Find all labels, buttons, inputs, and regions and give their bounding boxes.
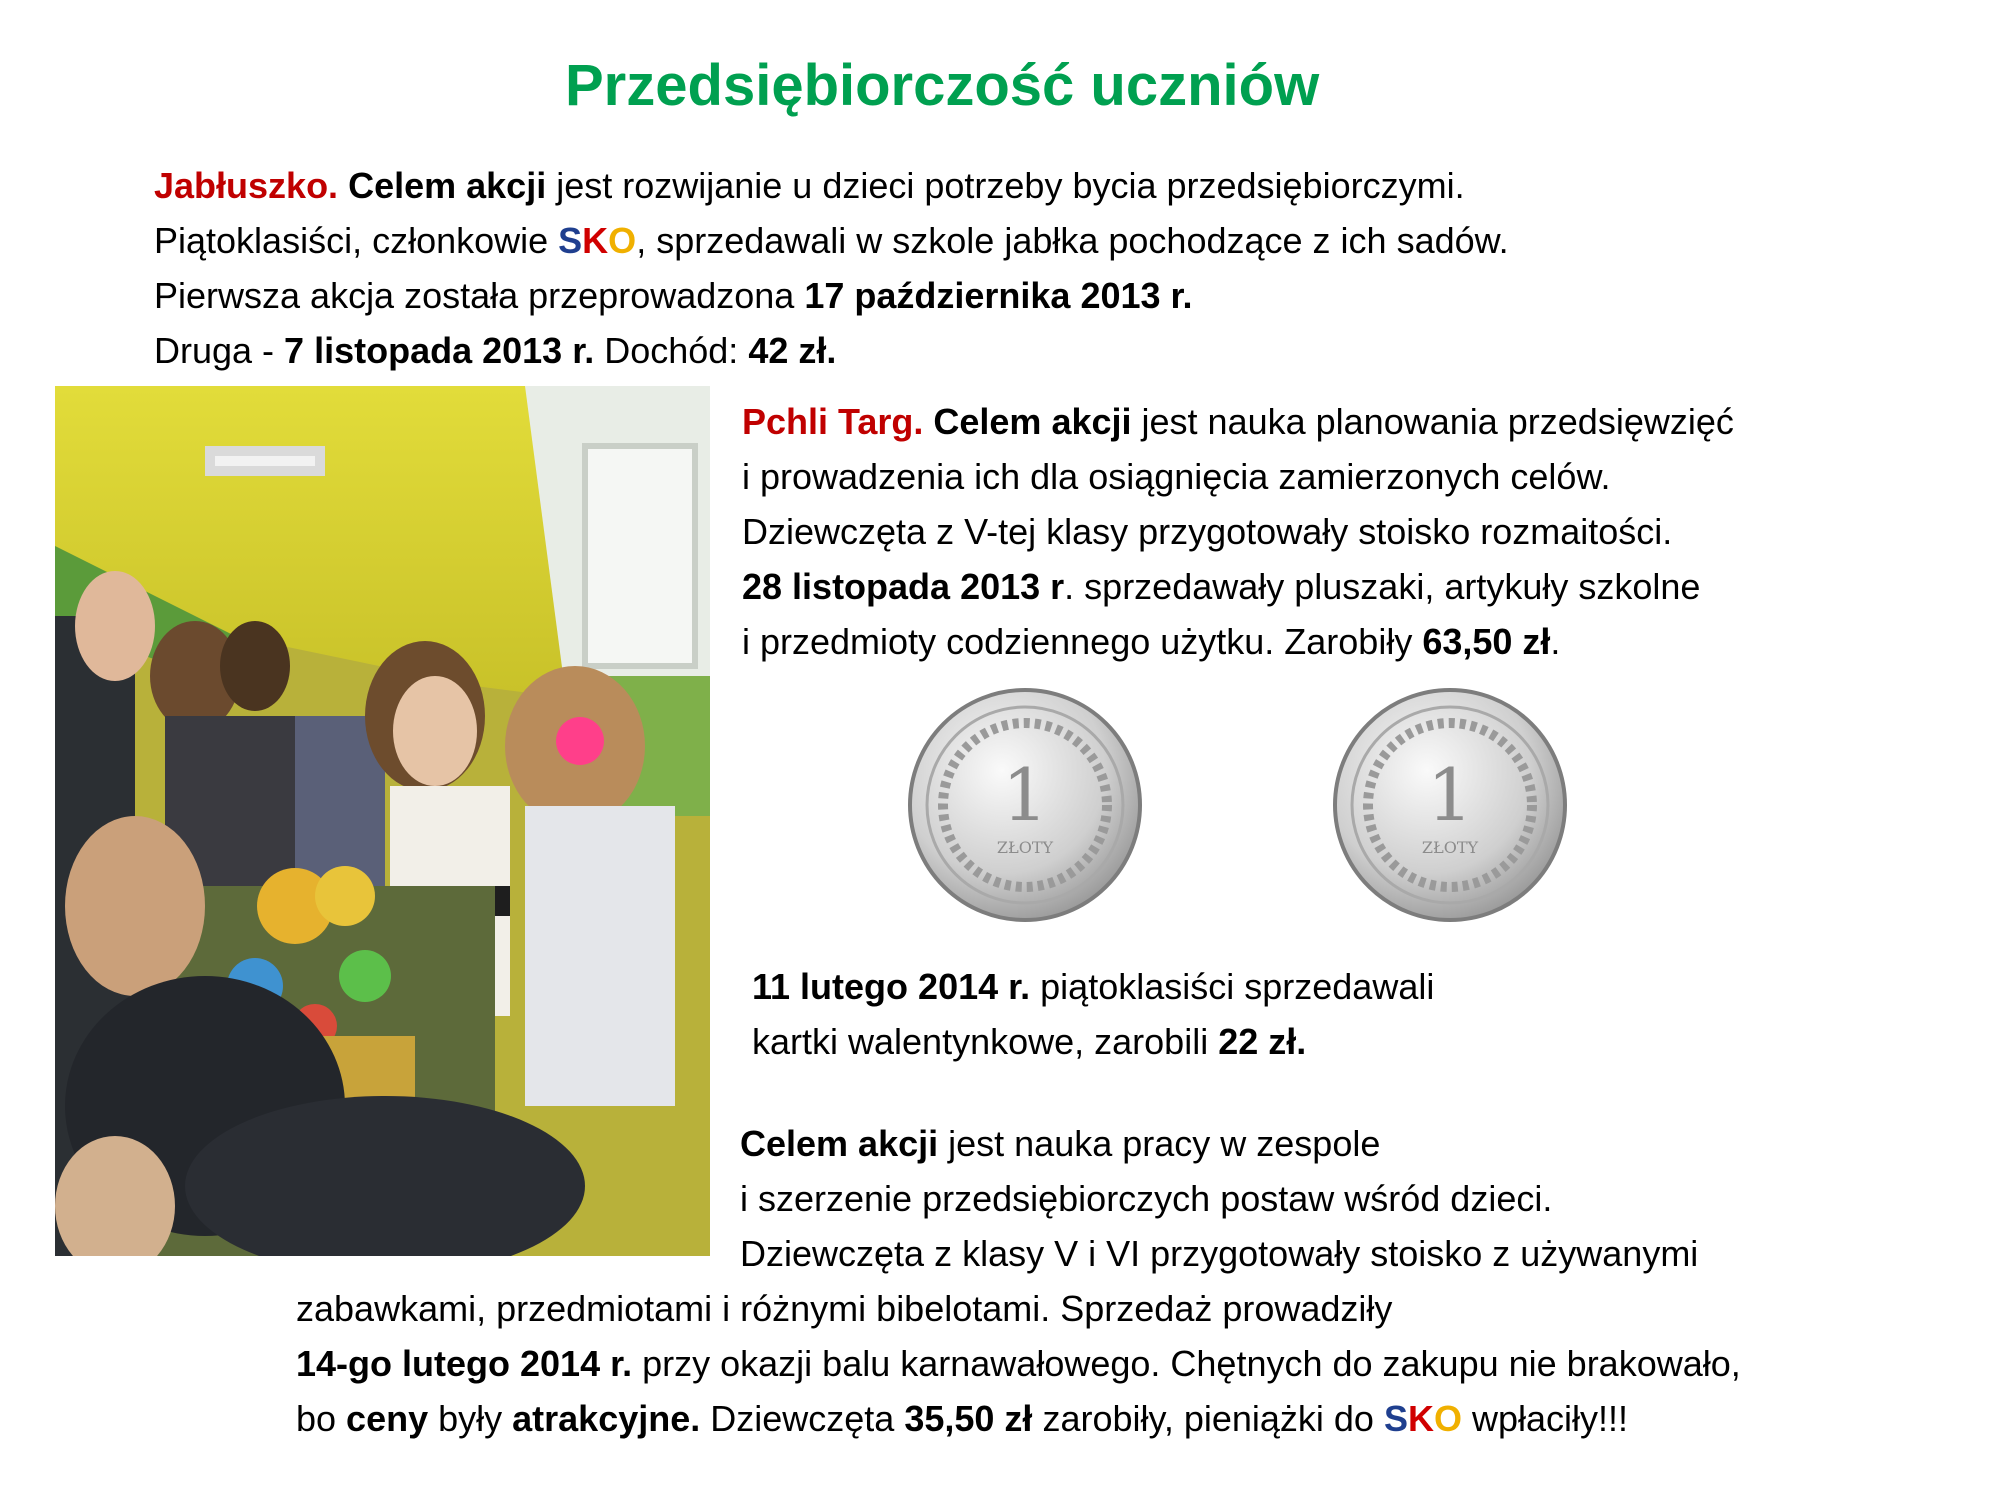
zloty-coin-icon	[1330, 685, 1570, 930]
date: 28 listopada 2013 r	[742, 566, 1065, 607]
jabluszko-paragraph	[154, 158, 1509, 378]
sko-o: O	[1433, 1398, 1462, 1439]
sko-k: K	[582, 220, 609, 261]
text: jest rozwijanie u dzieci potrzeby bycia przedsiębiorczymi.	[546, 165, 1465, 206]
text: . sprzedawały pluszaki, artykuły szkolne	[1064, 566, 1701, 607]
text: Pierwsza akcja została przeprowadzona	[154, 275, 805, 316]
coin-label: ZŁOTY	[996, 838, 1054, 857]
amount: 35,50 zł	[904, 1398, 1033, 1439]
text: i przedmioty codziennego użytku. Zarobiły	[742, 621, 1423, 662]
sko-s: S	[558, 220, 583, 261]
text: kartki walentynkowe, zarobili	[752, 1021, 1219, 1062]
goal-label: Celem akcji	[740, 1123, 939, 1164]
sko-o: O	[608, 220, 637, 261]
text: wpłaciły!!!	[1461, 1398, 1629, 1439]
pchli-targ-label: Pchli Targ.	[742, 401, 924, 442]
jabluszko-label: Jabłuszko.	[154, 165, 339, 206]
zloty-coin-icon	[905, 685, 1145, 930]
text: Dziewczęta z V-tej klasy przygotowały stoisko rozmaitości.	[742, 511, 1673, 552]
market-stall-photo	[55, 386, 710, 1256]
text: Dochód:	[594, 330, 749, 371]
text: Dziewczęta	[700, 1398, 905, 1439]
amount: 42 zł.	[748, 330, 837, 371]
amount: 22 zł.	[1218, 1021, 1307, 1062]
photo-illustration	[55, 386, 710, 1256]
text: i szerzenie przedsiębiorczych postaw wśród dzieci.	[740, 1178, 1553, 1219]
date: 7 listopada 2013 r.	[284, 330, 595, 371]
date: 14-go lutego 2014 r.	[296, 1343, 633, 1384]
pchli-targ-paragraph	[742, 394, 1734, 669]
goal-label: Celem akcji	[348, 165, 547, 206]
date: 17 października 2013 r.	[804, 275, 1193, 316]
valentine-paragraph	[752, 959, 1434, 1069]
text: Piątoklasiści, członkowie	[154, 220, 559, 261]
text: bo	[296, 1398, 347, 1439]
text: piątoklasiści sprzedawali	[1030, 966, 1435, 1007]
date: 11 lutego 2014 r.	[752, 966, 1031, 1007]
amount: 63,50 zł	[1422, 621, 1551, 662]
text: były	[428, 1398, 513, 1439]
coin-value: 1	[1002, 753, 1048, 837]
page-title: Przedsiębiorczość uczniów	[565, 53, 1320, 118]
text: jest nauka planowania przedsięwzięć	[1131, 401, 1734, 442]
goal-label: Celem akcji	[933, 401, 1132, 442]
text: Dziewczęta z klasy V i VI przygotowały stoisko z używanymi	[740, 1233, 1699, 1274]
text: jest nauka pracy w zespole	[938, 1123, 1381, 1164]
text: zabawkami, przedmiotami i różnymi bibelotami. Sprzedaż prowadziły	[296, 1288, 1393, 1329]
text: Druga -	[154, 330, 285, 371]
coin-value: 1	[1427, 753, 1473, 837]
text: zarobiły, pieniążki do	[1032, 1398, 1384, 1439]
text: atrakcyjne.	[512, 1398, 701, 1439]
text: , sprzedawali w szkole jabłka pochodzące z ich sadów.	[636, 220, 1509, 261]
coin-label: ZŁOTY	[1421, 838, 1479, 857]
text: i prowadzenia ich dla osiągnięcia zamierzonych celów.	[742, 456, 1611, 497]
sko-s: S	[1383, 1398, 1408, 1439]
text: przy okazji balu karnawałowego. Chętnych do zakupu nie brakowało,	[632, 1343, 1741, 1384]
carnival-paragraph-bottom	[296, 1281, 1741, 1446]
sko-k: K	[1407, 1398, 1434, 1439]
text: .	[1550, 621, 1561, 662]
text: ceny	[346, 1398, 429, 1439]
carnival-paragraph-top	[740, 1116, 1698, 1281]
